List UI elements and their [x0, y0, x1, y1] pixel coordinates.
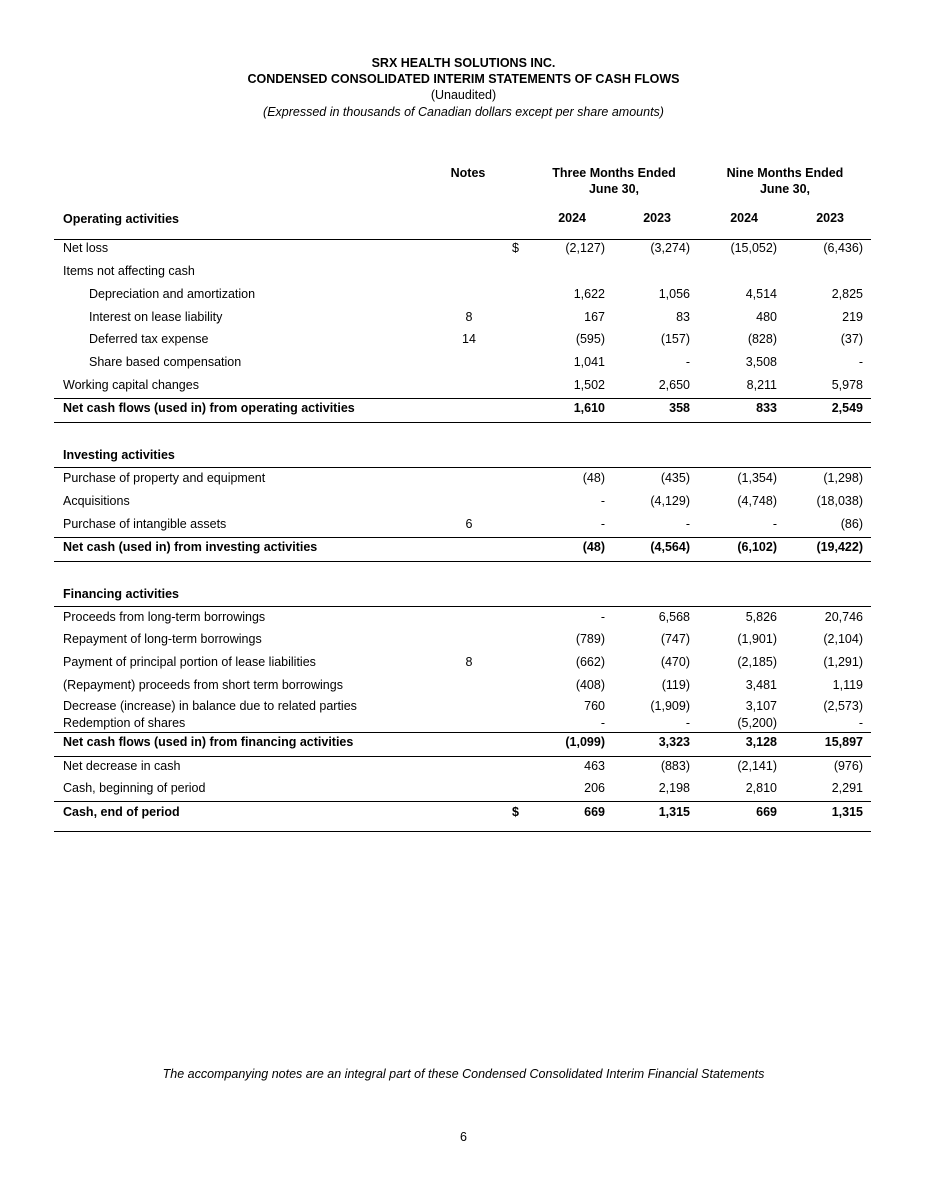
table-row — [54, 514, 871, 534]
cell-9m-2024: 8,211 — [746, 378, 777, 392]
cell-9m-2023: (1,298) — [823, 471, 863, 485]
divider — [54, 422, 871, 423]
cell-9m-2023: - — [858, 716, 863, 730]
cell-9m-2024: - — [772, 517, 777, 531]
row-label: Cash, beginning of period — [63, 781, 206, 795]
cell-9m-2024: (5,200) — [737, 716, 777, 730]
cell-9m-2024: (1,901) — [737, 632, 777, 646]
cell-9m-2023: 20,746 — [824, 610, 863, 624]
table-row — [54, 375, 871, 395]
row-label: Items not affecting cash — [63, 264, 195, 278]
row-label: Purchase of intangible assets — [63, 517, 227, 531]
cell-9m-2023: (6,436) — [823, 241, 863, 255]
cell-9m-2023: (2,104) — [823, 632, 863, 646]
cell-q-2023: - — [685, 716, 690, 730]
cell-9m-2023: 5,978 — [831, 378, 863, 392]
cell-q-2023: 1,315 — [658, 805, 690, 819]
row-label: Working capital changes — [63, 378, 199, 392]
row-label: Share based compensation — [89, 355, 242, 369]
cell-9m-2024: 5,826 — [745, 610, 777, 624]
cell-q-2024: (408) — [575, 678, 605, 692]
row-label: Acquisitions — [63, 494, 130, 508]
cell-9m-2024: (828) — [747, 332, 777, 346]
cell-9m-2024: 3,128 — [745, 735, 777, 749]
cell-q-2023: - — [685, 355, 690, 369]
row-label: Payment of principal portion of lease liabilities — [63, 655, 316, 669]
row-label: Net cash flows (used in) from financing activities — [63, 735, 354, 749]
table-row-total — [54, 732, 871, 752]
cell-q-2023: 3,323 — [658, 735, 690, 749]
row-label: Redemption of shares — [63, 716, 186, 730]
table-row — [54, 307, 871, 327]
year-header-2: 2023 — [643, 211, 671, 225]
cell-9m-2024: 669 — [756, 805, 777, 819]
cell-q-2023: (4,129) — [650, 494, 690, 508]
note-ref: 6 — [465, 517, 473, 531]
cell-q-2024: 1,622 — [573, 287, 605, 301]
cell-q-2023: (4,564) — [650, 540, 690, 554]
statement-title: CONDENSED CONSOLIDATED INTERIM STATEMENTS OF CASH FLOWS — [247, 72, 680, 86]
cell-9m-2024: (15,052) — [730, 241, 777, 255]
unaudited-label: (Unaudited) — [430, 88, 497, 102]
dollar-sign: $ — [512, 241, 519, 255]
table-row — [54, 675, 871, 695]
cell-9m-2023: 1,119 — [832, 678, 863, 692]
cell-q-2023: 2,198 — [658, 781, 690, 795]
nine-months-line2: June 30, — [759, 182, 811, 196]
three-months-header — [529, 165, 699, 197]
cell-q-2024: 760 — [584, 699, 605, 713]
cell-q-2024: (789) — [575, 632, 605, 646]
cell-9m-2024: 3,481 — [745, 678, 777, 692]
divider — [54, 561, 871, 562]
table-row — [54, 329, 871, 349]
cell-q-2023: 2,650 — [658, 378, 690, 392]
year-header-1: 2024 — [558, 211, 586, 225]
table-row — [54, 607, 871, 627]
table-row-total — [54, 398, 871, 418]
investing-section-title: Investing activities — [63, 448, 175, 462]
table-row — [54, 698, 871, 714]
note-ref: 8 — [465, 310, 473, 324]
note-ref: 14 — [462, 332, 476, 346]
row-label: Repayment of long-term borrowings — [63, 632, 262, 646]
table-row — [54, 352, 871, 372]
cell-q-2024: 1,041 — [573, 355, 605, 369]
cell-q-2024: 167 — [584, 310, 605, 324]
row-label: Net decrease in cash — [63, 759, 181, 773]
cell-q-2024: - — [600, 517, 605, 531]
cell-q-2023: (435) — [660, 471, 690, 485]
note-ref: 8 — [465, 655, 473, 669]
divider — [54, 831, 871, 832]
table-row — [54, 261, 871, 281]
table-row — [54, 284, 871, 304]
row-label: Interest on lease liability — [89, 310, 223, 324]
cell-9m-2023: (19,422) — [816, 540, 863, 554]
cell-q-2024: (48) — [582, 540, 605, 554]
financing-section-title: Financing activities — [63, 587, 180, 601]
cell-q-2023: (119) — [661, 678, 690, 692]
table-row — [54, 238, 871, 258]
cell-q-2024: (662) — [575, 655, 605, 669]
cell-9m-2024: (2,185) — [737, 655, 777, 669]
cell-q-2023: (883) — [660, 759, 690, 773]
row-label: Net loss — [63, 241, 109, 255]
cell-q-2024: 669 — [584, 805, 605, 819]
cell-q-2024: (1,099) — [565, 735, 605, 749]
cell-9m-2023: (1,291) — [823, 655, 863, 669]
cell-9m-2024: 480 — [756, 310, 777, 324]
table-row — [54, 778, 871, 798]
cell-9m-2024: 3,508 — [745, 355, 777, 369]
row-label: Decrease (increase) in balance due to related parties — [63, 699, 357, 713]
cell-9m-2024: (2,141) — [737, 759, 777, 773]
cell-q-2023: 1,056 — [658, 287, 690, 301]
cell-q-2024: 1,610 — [573, 401, 605, 415]
table-row — [54, 715, 871, 731]
cell-9m-2024: 2,810 — [745, 781, 777, 795]
cell-9m-2023: 15,897 — [824, 735, 863, 749]
cell-q-2024: 1,502 — [573, 378, 605, 392]
cell-q-2023: 6,568 — [658, 610, 690, 624]
cell-q-2023: (470) — [660, 655, 690, 669]
table-row — [54, 629, 871, 649]
cell-9m-2023: (976) — [833, 759, 863, 773]
table-row-total — [54, 537, 871, 557]
row-label: Purchase of property and equipment — [63, 471, 266, 485]
cell-9m-2023: (18,038) — [816, 494, 863, 508]
nine-months-line1: Nine Months Ended — [726, 166, 844, 180]
year-header-3: 2024 — [730, 211, 758, 225]
table-row — [54, 756, 871, 776]
cell-q-2023: (747) — [660, 632, 690, 646]
cell-9m-2024: (4,748) — [737, 494, 777, 508]
nine-months-header — [700, 165, 870, 197]
cell-q-2023: (3,274) — [650, 241, 690, 255]
three-months-line1: Three Months Ended — [552, 166, 676, 180]
cell-q-2024: - — [600, 716, 605, 730]
company-name: SRX HEALTH SOLUTIONS INC. — [371, 56, 556, 70]
table-row-total — [54, 802, 871, 822]
cell-q-2023: (1,909) — [650, 699, 690, 713]
cell-q-2024: 463 — [584, 759, 605, 773]
year-header-4: 2023 — [816, 211, 844, 225]
dollar-sign: $ — [512, 805, 519, 819]
row-label: Net cash (used in) from investing activities — [63, 540, 318, 554]
operating-section-title: Operating activities — [63, 212, 180, 226]
cell-9m-2024: (6,102) — [737, 540, 777, 554]
cell-q-2024: (2,127) — [565, 241, 605, 255]
row-label: Deferred tax expense — [89, 332, 209, 346]
cell-q-2023: 83 — [676, 310, 690, 324]
cell-9m-2024: 4,514 — [745, 287, 777, 301]
row-label: Net cash flows (used in) from operating activities — [63, 401, 355, 415]
row-label: Proceeds from long-term borrowings — [63, 610, 266, 624]
cell-9m-2023: 2,291 — [831, 781, 863, 795]
three-months-line2: June 30, — [588, 182, 640, 196]
cell-q-2023: - — [685, 517, 690, 531]
cell-q-2024: (48) — [582, 471, 605, 485]
cell-q-2023: 358 — [669, 401, 690, 415]
page-number: 6 — [460, 1130, 467, 1144]
row-label: Depreciation and amortization — [89, 287, 256, 301]
table-row — [54, 468, 871, 488]
table-row — [54, 491, 871, 511]
footer-note: The accompanying notes are an integral part of these Condensed Consolidated Interim Financial Statements — [162, 1067, 765, 1081]
notes-header: Notes — [450, 166, 486, 180]
currency-note: (Expressed in thousands of Canadian dollars except per share amounts) — [263, 105, 664, 119]
cell-9m-2023: (2,573) — [823, 699, 863, 713]
cell-q-2024: (595) — [575, 332, 605, 346]
cell-9m-2023: - — [858, 355, 863, 369]
cell-9m-2024: (1,354) — [737, 471, 777, 485]
cell-9m-2024: 833 — [756, 401, 777, 415]
cell-9m-2024: 3,107 — [745, 699, 777, 713]
row-label: (Repayment) proceeds from short term borrowings — [63, 678, 343, 692]
cell-9m-2023: 2,549 — [831, 401, 863, 415]
cell-9m-2023: (37) — [840, 332, 863, 346]
table-row — [54, 652, 871, 672]
row-label: Cash, end of period — [63, 805, 180, 819]
cell-9m-2023: 219 — [842, 310, 863, 324]
cell-q-2024: - — [600, 494, 605, 508]
cell-q-2024: - — [600, 610, 605, 624]
cell-9m-2023: (86) — [840, 517, 863, 531]
cell-9m-2023: 2,825 — [831, 287, 863, 301]
cell-q-2023: (157) — [660, 332, 690, 346]
cell-9m-2023: 1,315 — [831, 805, 863, 819]
cell-q-2024: 206 — [584, 781, 605, 795]
